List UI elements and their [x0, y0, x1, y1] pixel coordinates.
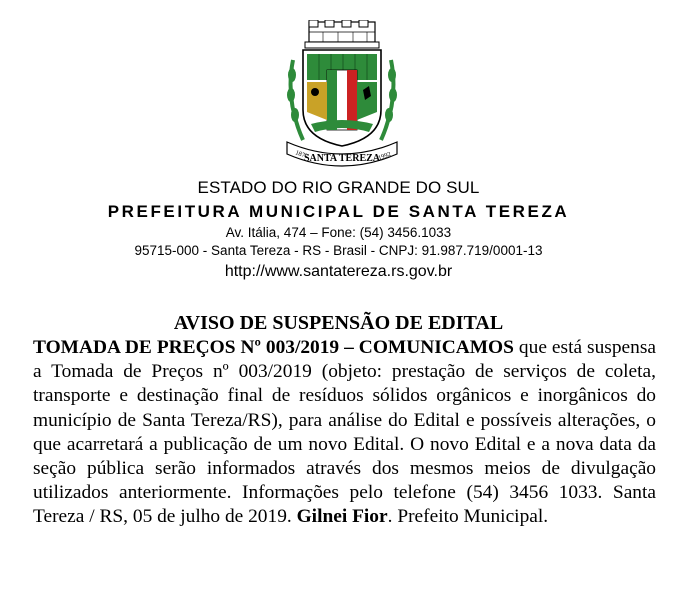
address-line: Av. Itália, 474 – Fone: (54) 3456.1033: [225, 225, 452, 240]
crest-banner-text: SANTA TEREZA: [303, 153, 381, 164]
state-name: ESTADO DO RIO GRANDE DO SUL: [197, 178, 480, 197]
notice-lead-bold: TOMADA DE PREÇOS Nº 003/2019 – COMUNICAMOS: [33, 337, 514, 358]
municipal-coat-of-arms: [283, 20, 401, 172]
postal-cnpj-line: 95715-000 - Santa Tereza - RS - Brasil - CNPJ: 91.987.719/0001-13: [134, 243, 543, 258]
shield-icon: [303, 50, 381, 146]
prefecture-name: PREFEITURA MUNICIPAL DE SANTA TEREZA: [107, 202, 570, 221]
crest-year-right: 1992: [377, 150, 392, 162]
notice-body-text: que está suspensa a Tomada de Preços nº 003/2019 (objeto: prestação de serviços de coleta, transporte e destinação final de resíduos sólidos orgânicos e inorgânicos do município de Santa Tereza/RS), para análise do Edital e possíveis alterações, o que acarretará a publicação de um novo Edital. O novo Edital e a nova data da seção pública serão informados através dos mesmos meios de divulgação utilizados anteriormente. Informações pelo telefone (54) 3456 1033. Santa Tereza / RS, 05 de julho de 2019.: [33, 337, 656, 528]
website-url: http://www.santatereza.rs.gov.br: [224, 263, 453, 280]
signer-title: . Prefeito Municipal.: [387, 506, 549, 528]
notice-title: AVISO DE SUSPENSÃO DE EDITAL: [173, 312, 504, 334]
notice-body: [33, 336, 656, 530]
signer-name: Gilnei Fior: [296, 506, 388, 528]
crest-year-left: 1877: [294, 149, 309, 161]
mural-crown-icon: [305, 20, 379, 48]
